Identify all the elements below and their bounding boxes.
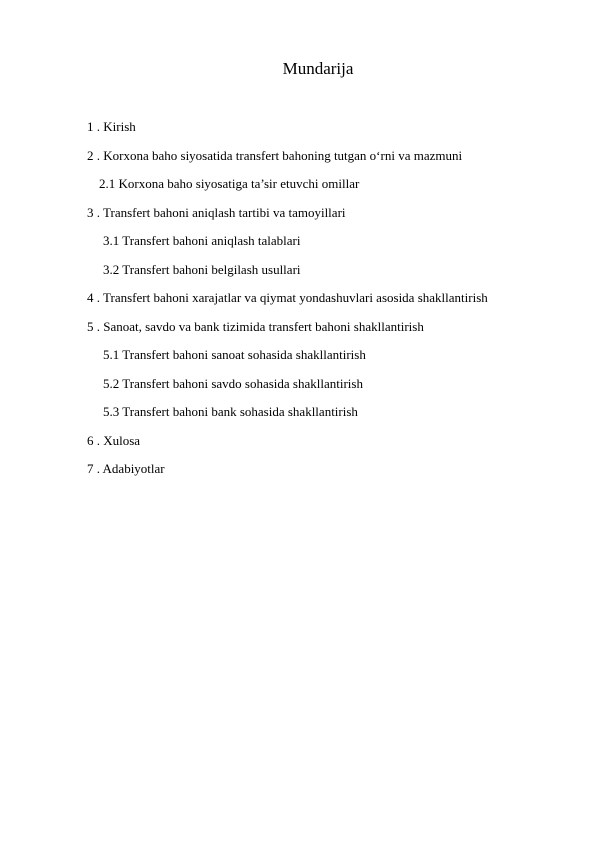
toc-section: 4 . Transfert bahoni xarajatlar va qiymat yondashuvlari asosida shakllantirish: [87, 290, 488, 305]
toc-section: 2 . Korxona baho siyosatida transfert bahoning tutgan o‘rni va mazmuni: [87, 147, 463, 163]
page-title: Mundarija: [282, 59, 354, 78]
toc-subsection: 3.2 Transfert bahoni belgilash usullari: [103, 261, 301, 277]
toc-section: 6 . Xulosa: [87, 432, 141, 448]
toc-section: 7 . Adabiyotlar: [87, 461, 165, 476]
toc-section: 3 . Transfert bahoni aniqlash tartibi va tamoyillari: [87, 204, 346, 220]
toc-subsection: 5.1 Transfert bahoni sanoat sohasida shakllantirish: [103, 347, 366, 362]
toc-subsection: 5.3 Transfert bahoni bank sohasida shakllantirish: [103, 404, 358, 419]
toc-section: 1 . Kirish: [87, 119, 136, 134]
toc-subsection: 5.2 Transfert bahoni savdo sohasida shakllantirish: [103, 375, 363, 391]
toc-subsection: 3.1 Transfert bahoni aniqlash talablari: [103, 233, 301, 248]
toc-subsection: 2.1 Korxona baho siyosatiga ta’sir etuvchi omillar: [99, 176, 360, 191]
toc-section: 5 . Sanoat, savdo va bank tizimida transfert bahoni shakllantirish: [87, 318, 424, 334]
